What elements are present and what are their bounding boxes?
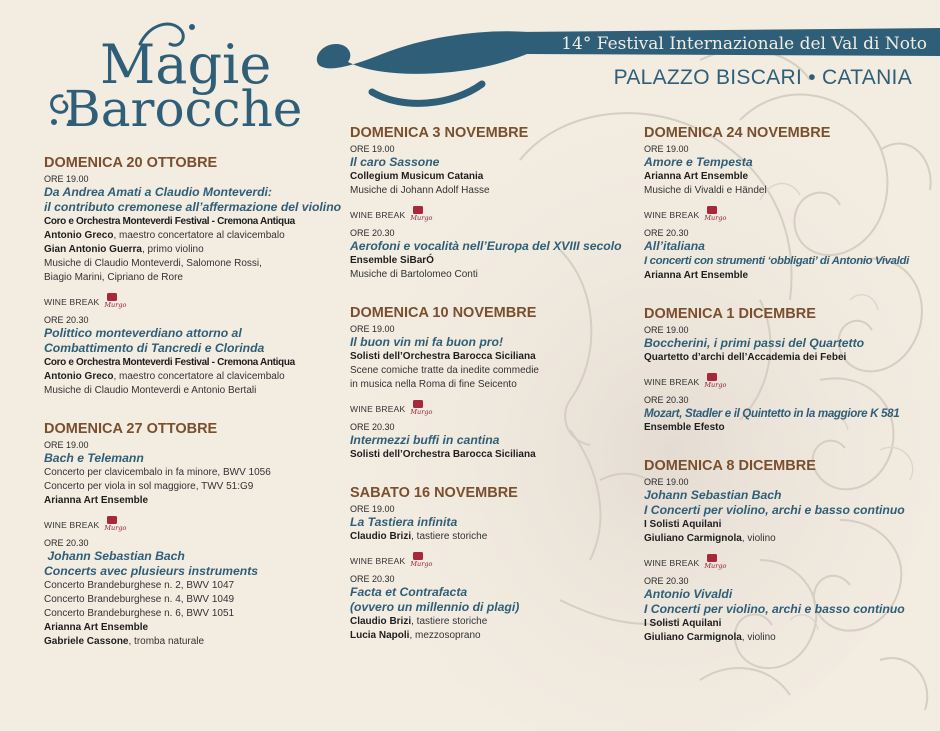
event-title: I Concerti per violino, archi e basso continuo [644, 503, 905, 517]
event-time: ORE 19.00 [350, 324, 395, 334]
work-line: Concerto per viola in sol maggiore, TWV 51:G9 [44, 481, 254, 492]
performer-line [44, 243, 334, 257]
day-heading: DOMENICA 8 DICEMBRE [644, 458, 816, 474]
murgo-logo-icon: Murgo [701, 373, 723, 391]
event-time: ORE 19.00 [44, 440, 89, 450]
wine-break [44, 517, 334, 533]
banner-ribbon-icon [312, 14, 940, 114]
day-heading: DOMENICA 3 NOVEMBRE [350, 125, 529, 141]
event-title: Polittico monteverdiano attorno al [44, 326, 242, 340]
wine-break-label: WINE BREAK [644, 558, 700, 568]
event-title: Johann Sebastian Bach [44, 549, 185, 563]
murgo-logo-icon: Murgo [407, 400, 429, 418]
event-title: Johann Sebastian Bach [644, 488, 782, 502]
murgo-logo-icon: Murgo [101, 516, 123, 534]
ensemble-name: Quartetto d’archi dell’Accademia dei Febei [644, 352, 847, 363]
performer-line [644, 631, 936, 645]
ensemble-name: I Solisti Aquilani [644, 618, 722, 629]
event-time: ORE 20.30 [350, 228, 395, 238]
ensemble-name: Arianna Art Ensemble [44, 495, 149, 506]
day-heading: DOMENICA 20 OTTOBRE [44, 155, 218, 171]
event-title: Facta et Contrafacta [350, 585, 468, 599]
day-heading: DOMENICA 1 DICEMBRE [644, 306, 816, 322]
wine-break-label: WINE BREAK [644, 377, 700, 387]
performer-name: Giuliano Carmignola [644, 632, 742, 643]
event-title: Da Andrea Amati a Claudio Monteverdi: [44, 185, 272, 199]
wine-break-label: WINE BREAK [350, 210, 406, 220]
performer-line [44, 635, 334, 649]
event-title: Il buon vin mi fa buon pro! [350, 335, 504, 349]
event-time: ORE 19.00 [644, 477, 689, 487]
program-note: Musiche di Claudio Monteverdi e Antonio Bertali [44, 385, 257, 396]
day-heading: DOMENICA 27 OTTOBRE [44, 421, 218, 437]
performer-role: , maestro concertatore al clavicembalo [113, 371, 285, 382]
event-time: ORE 20.30 [44, 538, 89, 548]
logo-word-magie: Magie [100, 33, 272, 96]
event-time: ORE 20.30 [350, 574, 395, 584]
murgo-logo-icon: Murgo [701, 554, 723, 572]
event-title: Amore e Tempesta [644, 155, 753, 169]
wine-break [644, 207, 936, 223]
program-note: Musiche di Bartolomeo Conti [350, 269, 478, 280]
performer-role: , tastiere storiche [411, 531, 488, 542]
program-note: Musiche di Johann Adolf Hasse [350, 185, 490, 196]
performer-name: Gabriele Cassone [44, 636, 129, 647]
murgo-logo-icon: Murgo [101, 293, 123, 311]
event-time: ORE 20.30 [644, 228, 689, 238]
wine-break [44, 294, 334, 310]
work-line: Concerto Brandeburghese n. 4, BWV 1049 [44, 594, 235, 605]
ensemble-name: Solisti dell’Orchestra Barocca Siciliana [350, 351, 536, 362]
program-note: Scene comiche tratte da inedite commedie [350, 365, 539, 376]
performer-name: Gian Antonio Guerra [44, 244, 142, 255]
wine-break [350, 401, 640, 417]
wine-break [350, 553, 640, 569]
event-time: ORE 19.00 [644, 144, 689, 154]
wine-break [644, 555, 936, 571]
event-title: Bach e Telemann [44, 451, 144, 465]
event-title: il contributo cremonese all’affermazione del violino [44, 200, 342, 214]
performer-name: Lucia Napoli [350, 630, 410, 641]
work-line: Concerto per clavicembalo in fa minore, BWV 1056 [44, 467, 271, 478]
work-line: Concerto Brandeburghese n. 6, BWV 1051 [44, 608, 235, 619]
program-column-1 [44, 154, 342, 649]
event-title: Antonio Vivaldi [644, 587, 733, 601]
performer-role: , mezzosoprano [409, 630, 481, 641]
performer-name: Claudio Brizi [350, 616, 412, 627]
event-time: ORE 20.30 [44, 315, 89, 325]
program-note: in musica nella Roma di fine Seicento [350, 379, 517, 390]
event-title: Aerofoni e vocalità nell’Europa del XVIII secolo [350, 239, 622, 253]
performer-line [350, 530, 640, 544]
event-time: ORE 20.30 [644, 395, 689, 405]
performer-line [350, 629, 640, 643]
performer-role: , violino [741, 632, 776, 643]
performer-name: Giuliano Carmignola [644, 533, 742, 544]
ensemble-name: Arianna Art Ensemble [44, 622, 149, 633]
performer-name: Claudio Brizi [350, 531, 412, 542]
ensemble-name: Arianna Art Ensemble [644, 270, 749, 281]
event-title: Combattimento di Tancredi e Clorinda [44, 341, 265, 355]
performer-line [44, 370, 334, 384]
ensemble-name: Ensemble Efesto [644, 422, 725, 433]
event-title: Mozart, Stadler e il Quintetto in la maggiore K 581 [644, 407, 900, 420]
wine-break [644, 374, 936, 390]
performer-line [644, 532, 936, 546]
murgo-logo-icon: Murgo [407, 206, 429, 224]
event-time: ORE 19.00 [644, 325, 689, 335]
day-heading: DOMENICA 10 NOVEMBRE [350, 305, 537, 321]
performer-role: , primo violino [141, 244, 204, 255]
murgo-logo-icon: Murgo [701, 206, 723, 224]
event-title: (ovvero un millennio di plagi) [350, 600, 520, 614]
event-title: All’italiana [644, 239, 705, 253]
performer-role: , violino [741, 533, 776, 544]
program-note: Musiche di Claudio Monteverdi, Salomone Rossi, [44, 258, 262, 269]
event-time: ORE 19.00 [44, 174, 89, 184]
performer-name: Antonio Greco [44, 371, 114, 382]
ensemble-name: I Solisti Aquilani [644, 519, 722, 530]
event-title: I Concerti per violino, archi e basso continuo [644, 602, 905, 616]
logo-word-barocche: Barocche [64, 80, 303, 138]
performer-line [44, 229, 334, 243]
day-heading: SABATO 16 NOVEMBRE [350, 485, 518, 501]
ensemble-name: Coro e Orchestra Monteverdi Festival - Cremona Antiqua [44, 216, 295, 227]
program-column-2 [350, 124, 640, 643]
program-column-3 [644, 124, 936, 645]
festival-title: 14° Festival Internazionale del Val di Noto [561, 34, 927, 54]
wine-break-label: WINE BREAK [350, 404, 406, 414]
murgo-logo-icon: Murgo [407, 552, 429, 570]
wine-break [350, 207, 640, 223]
event-title: Boccherini, i primi passi del Quartetto [644, 336, 865, 350]
ensemble-name: Ensemble SiBarÓ [350, 255, 434, 266]
wine-break-label: WINE BREAK [44, 520, 100, 530]
wine-break-label: WINE BREAK [44, 297, 100, 307]
event-title: Il caro Sassone [350, 155, 440, 169]
event-title: Concerts avec plusieurs instruments [44, 564, 259, 578]
magie-barocche-logo [40, 14, 310, 144]
ensemble-name: Solisti dell’Orchestra Barocca Siciliana [350, 449, 536, 460]
performer-name: Antonio Greco [44, 230, 114, 241]
day-heading: DOMENICA 24 NOVEMBRE [644, 125, 831, 141]
ensemble-name: Collegium Musicum Catania [350, 171, 484, 182]
program-note: Biagio Marini, Cipriano de Rore [44, 272, 183, 283]
event-title: La Tastiera infinita [350, 515, 458, 529]
event-time: ORE 20.30 [350, 422, 395, 432]
program-note: Musiche di Vivaldi e Händel [644, 185, 767, 196]
event-time: ORE 19.00 [350, 504, 395, 514]
performer-role: , maestro concertatore al clavicembalo [113, 230, 285, 241]
wine-break-label: WINE BREAK [350, 556, 406, 566]
ensemble-name: Coro e Orchestra Monteverdi Festival - Cremona Antiqua [44, 357, 295, 368]
event-time: ORE 20.30 [644, 576, 689, 586]
performer-line [350, 615, 640, 629]
festival-banner [312, 14, 940, 114]
event-title: Intermezzi buffi in cantina [350, 433, 500, 447]
work-line: Concerto Brandeburghese n. 2, BWV 1047 [44, 580, 235, 591]
event-title: I concerti con strumenti ‘obbligati’ di Antonio Vivaldi [644, 255, 909, 267]
ensemble-name: Arianna Art Ensemble [644, 171, 749, 182]
performer-role: , tromba naturale [128, 636, 205, 647]
event-time: ORE 19.00 [350, 144, 395, 154]
wine-break-label: WINE BREAK [644, 210, 700, 220]
venue-title: PALAZZO BISCARI • CATANIA [613, 66, 912, 89]
performer-role: , tastiere storiche [411, 616, 488, 627]
